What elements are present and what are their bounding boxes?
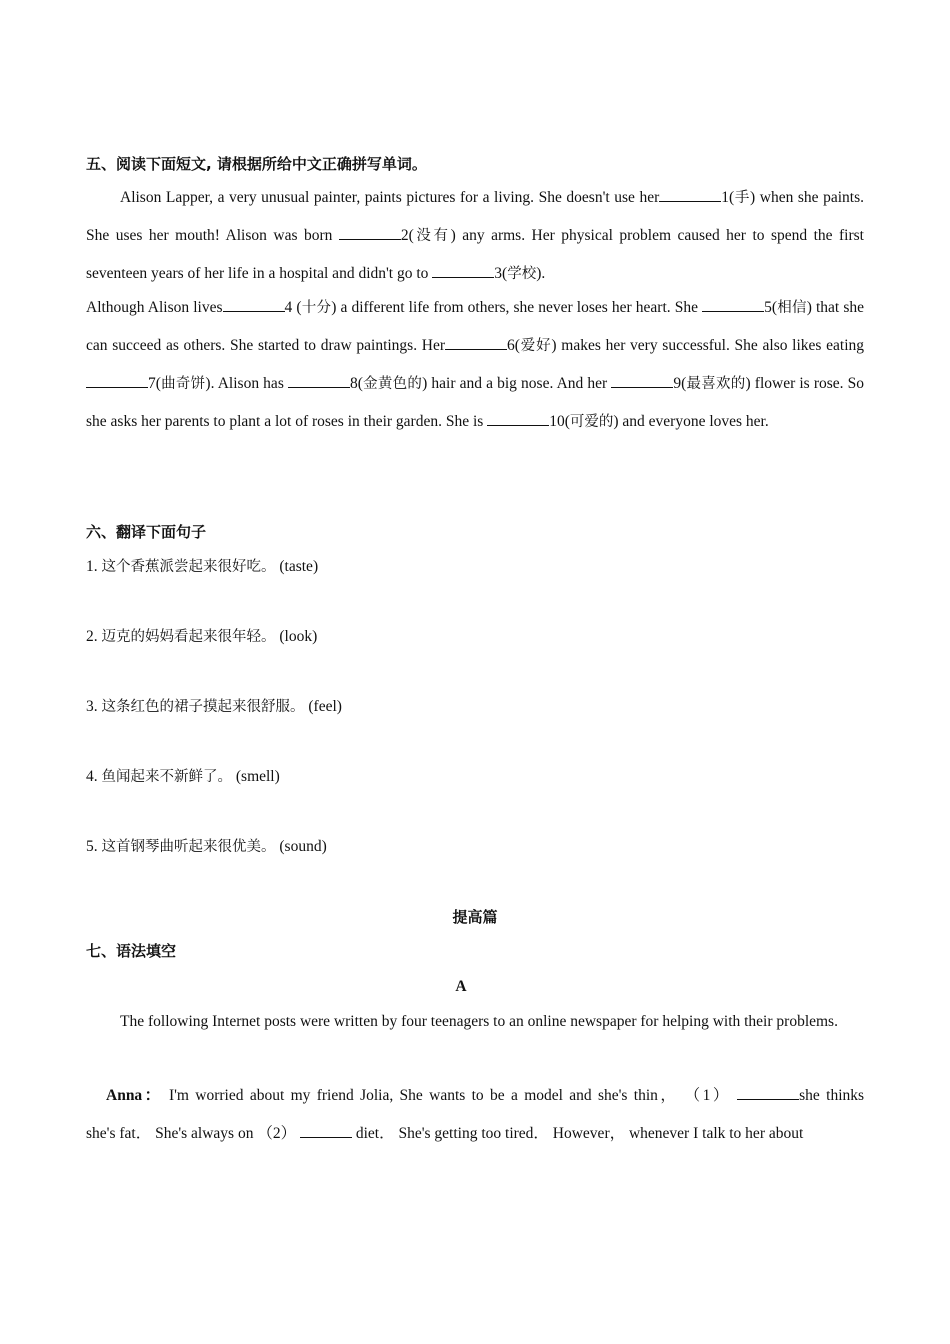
poster-name: Anna： (106, 1087, 163, 1104)
passage-text: ) makes her very successful. She also likes eating (551, 337, 865, 354)
anna-post-line-1 (86, 1077, 864, 1115)
item-number: 3. (86, 698, 98, 715)
post-text: she's fat． She's always on (86, 1125, 254, 1142)
passage-text: ) and everyone loves her. (613, 413, 769, 430)
post-text: she thinks (799, 1087, 865, 1104)
blank-number: 10( (549, 413, 570, 430)
hint-quite: 十分 (301, 300, 332, 316)
blank-10[interactable] (487, 411, 549, 426)
item-number: 5. (86, 838, 98, 855)
hint-hand: 手 (734, 190, 751, 206)
hint-believe: 相信 (777, 300, 807, 316)
passage-text: ). Alison has (205, 375, 288, 392)
blank-number: （2） (257, 1125, 297, 1142)
hint-hobby: 爱好 (519, 338, 552, 354)
passage-text: ) any arms. Her physical problem caused her to spend the first seventeen years of her life in a hospital and didn't go to (86, 227, 864, 282)
translation-item-4 (86, 767, 864, 787)
section5-passage (86, 179, 864, 441)
hint-golden: 金黄色的 (362, 376, 423, 392)
section7-intro: The following Internet posts were written by four teenagers to an online newspaper for helping with their problems. (120, 1013, 838, 1030)
translation-item-2 (86, 627, 864, 647)
hint-school: 学校 (507, 266, 537, 282)
passage-text: ) hair and a big nose. And her (422, 375, 612, 392)
grammar-blank-2[interactable] (300, 1123, 352, 1138)
grammar-blank-1[interactable] (737, 1085, 799, 1100)
blank-number: 4 ( (284, 299, 302, 316)
item-hint: (sound) (279, 838, 327, 855)
passage-text: ) flower is rose. So she asks her parents to plant a lot of roses in their garden. She is (86, 375, 865, 430)
blank-number: 9( (673, 375, 687, 392)
blank-4[interactable] (223, 297, 285, 312)
passage-letter: A (455, 978, 467, 995)
passage-text: ) a different life from others, she never loses her heart. She (331, 299, 703, 316)
passage-text: Alison Lapper, a very unusual painter, paints pictures for a living. She doesn't use her (120, 189, 660, 206)
blank-number: 3( (494, 265, 508, 282)
hint-cookie: 曲奇饼 (160, 376, 206, 392)
anna-post-line-2 (86, 1115, 864, 1153)
blank-number: （1） (684, 1087, 731, 1104)
post-text: I'm worried about my friend Jolia, She wants to be a model and she's thin， (168, 1087, 679, 1104)
blank-number: 2( (400, 227, 414, 244)
blank-7[interactable] (86, 373, 148, 388)
post-text: diet． She's getting too tired． However， whenever I talk to her about (355, 1125, 804, 1142)
blank-1[interactable] (659, 187, 721, 202)
blank-9[interactable] (611, 373, 673, 388)
passage-paragraph-1 (86, 179, 864, 293)
passage-text: ) that she can succeed as others. She started to draw paintings. Her (86, 299, 864, 354)
item-hint: (smell) (235, 768, 280, 785)
item-hint: (taste) (279, 558, 319, 575)
blank-8[interactable] (288, 373, 350, 388)
section6-title: 六、翻译下面句子 (86, 523, 207, 541)
item-number: 2. (86, 628, 98, 645)
passage-text: Although Alison lives (86, 299, 223, 316)
blank-2[interactable] (339, 225, 401, 240)
blank-5[interactable] (702, 297, 764, 312)
item-hint: (feel) (308, 698, 342, 715)
blank-6[interactable] (445, 335, 507, 350)
item-chinese: 这个香蕉派尝起来很好吃。 (101, 559, 276, 575)
hint-lovely: 可爱的 (569, 414, 614, 430)
hint-without: 没有 (413, 228, 451, 244)
blank-number: 1( (721, 189, 735, 206)
passage-paragraph-2 (86, 289, 864, 441)
item-chinese: 迈克的妈妈看起来很年轻。 (101, 629, 276, 645)
blank-number: 7( (148, 375, 161, 392)
item-number: 4. (86, 768, 98, 785)
blank-3[interactable] (432, 263, 494, 278)
passage-text: ) when she paints. She uses her mouth! Alison was born (86, 189, 865, 244)
item-chinese: 鱼闻起来不新鲜了。 (101, 769, 232, 785)
part-title: 提高篇 (452, 908, 498, 926)
translation-item-1 (86, 557, 864, 577)
item-hint: (look) (279, 628, 318, 645)
section5-title: 五、阅读下面短文, 请根据所给中文正确拼写单词。 (86, 155, 427, 173)
translation-item-5 (86, 837, 864, 857)
item-chinese: 这条红色的裙子摸起来很舒服。 (101, 699, 305, 715)
hint-favourite: 最喜欢的 (686, 376, 746, 392)
item-chinese: 这首钢琴曲听起来很优美。 (101, 839, 276, 855)
translation-item-3 (86, 697, 864, 717)
blank-number: 6( (507, 337, 520, 354)
passage-text: ). (536, 265, 546, 282)
section7-title: 七、语法填空 (86, 942, 177, 960)
blank-number: 5( (764, 299, 778, 316)
item-number: 1. (86, 558, 98, 575)
blank-number: 8( (349, 375, 363, 392)
